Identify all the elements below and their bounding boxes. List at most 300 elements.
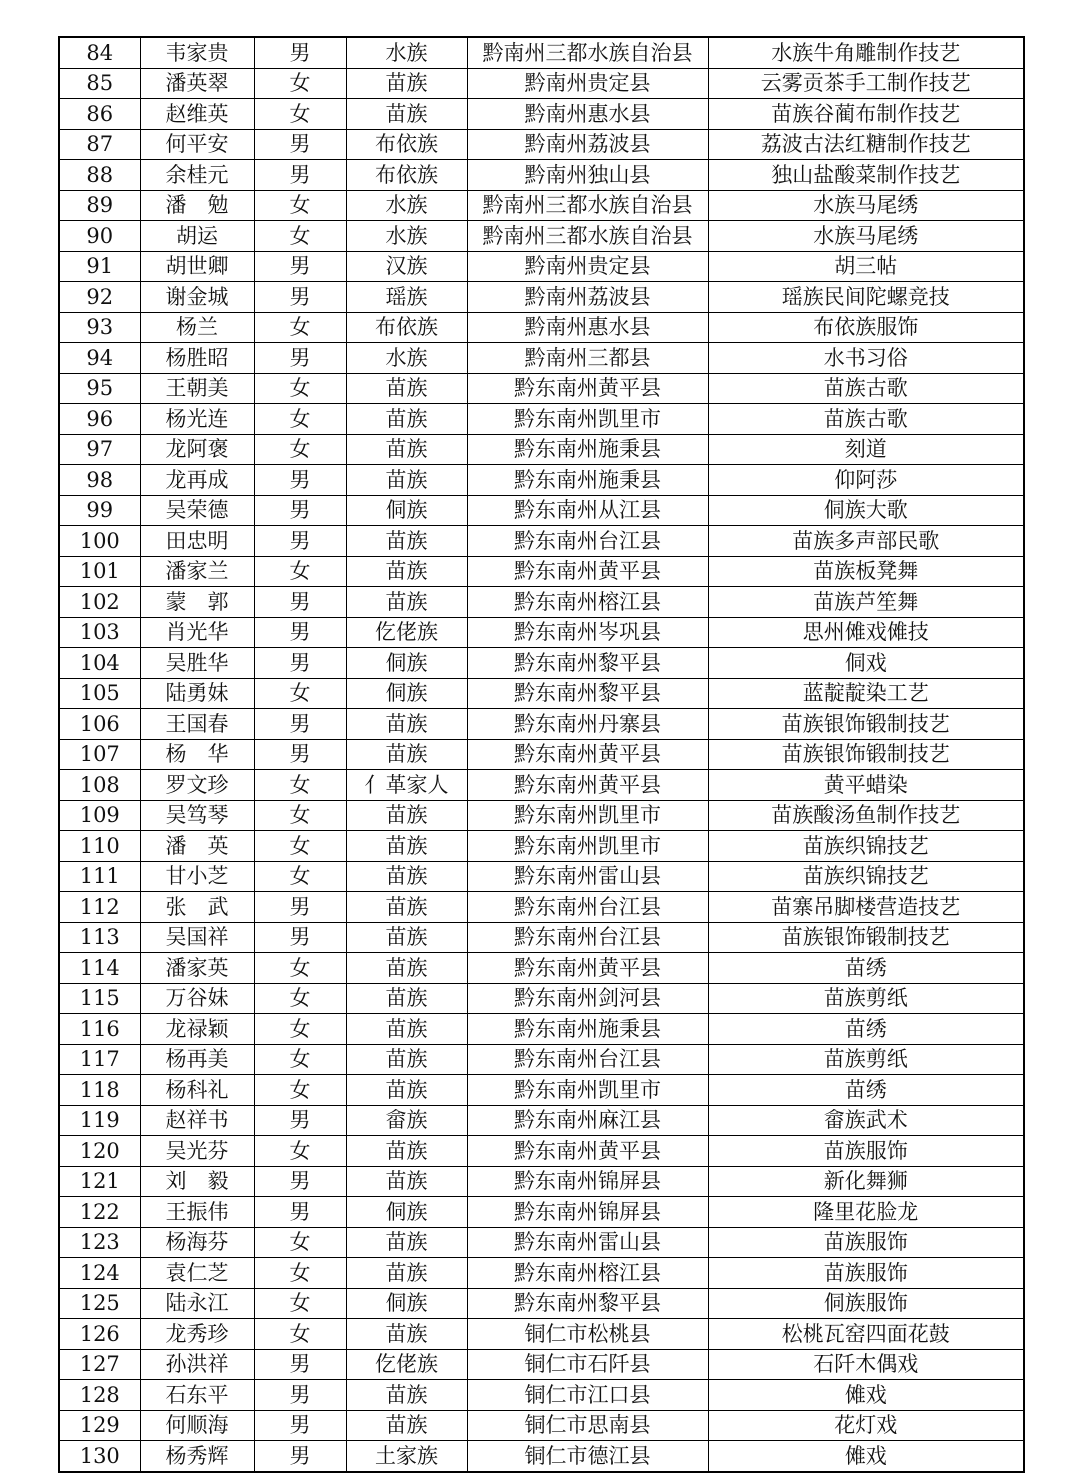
- row-number-cell: 111: [59, 861, 140, 892]
- gender-cell: 男: [254, 648, 346, 679]
- ethnicity-cell: 侗族: [346, 1197, 467, 1228]
- row-number-cell: 107: [59, 739, 140, 770]
- heritage-item-cell: 苗族剪纸: [708, 1044, 1024, 1075]
- name-cell: 潘 英: [140, 831, 254, 862]
- heritage-item-cell: 水族马尾绣: [708, 221, 1024, 252]
- row-number-cell: 115: [59, 983, 140, 1014]
- ethnicity-cell: 苗族: [346, 1380, 467, 1411]
- gender-cell: 男: [254, 617, 346, 648]
- name-cell: 刘 毅: [140, 1166, 254, 1197]
- name-cell: 吴国祥: [140, 922, 254, 953]
- table-row: [59, 1105, 1024, 1136]
- gender-cell: 女: [254, 831, 346, 862]
- table-row: [59, 343, 1024, 374]
- name-cell: 孙洪祥: [140, 1349, 254, 1380]
- ethnicity-cell: 苗族: [346, 922, 467, 953]
- region-cell: 黔东南州雷山县: [467, 1227, 708, 1258]
- region-cell: 黔东南州岑巩县: [467, 617, 708, 648]
- row-number-cell: 118: [59, 1075, 140, 1106]
- table-row: [59, 1288, 1024, 1319]
- heritage-item-cell: 苗族剪纸: [708, 983, 1024, 1014]
- ethnicity-cell: 侗族: [346, 648, 467, 679]
- gender-cell: 女: [254, 373, 346, 404]
- row-number-cell: 86: [59, 99, 140, 130]
- region-cell: 铜仁市石阡县: [467, 1349, 708, 1380]
- ethnicity-cell: 水族: [346, 221, 467, 252]
- gender-cell: 女: [254, 404, 346, 435]
- name-cell: 石东平: [140, 1380, 254, 1411]
- name-cell: 杨 华: [140, 739, 254, 770]
- region-cell: 黔东南州台江县: [467, 892, 708, 923]
- name-cell: 陆勇妹: [140, 678, 254, 709]
- region-cell: 黔东南州黄平县: [467, 953, 708, 984]
- heritage-item-cell: 水书习俗: [708, 343, 1024, 374]
- ethnicity-cell: 侗族: [346, 678, 467, 709]
- table-row: [59, 373, 1024, 404]
- ethnicity-cell: 苗族: [346, 1227, 467, 1258]
- row-number-cell: 88: [59, 160, 140, 191]
- row-number-cell: 127: [59, 1349, 140, 1380]
- table-row: [59, 922, 1024, 953]
- region-cell: 黔东南州台江县: [467, 1044, 708, 1075]
- heritage-item-cell: 胡三帖: [708, 251, 1024, 282]
- name-cell: 蒙 郭: [140, 587, 254, 618]
- ethnicity-cell: 仡佬族: [346, 617, 467, 648]
- heritage-item-cell: 水族牛角雕制作技艺: [708, 37, 1024, 68]
- region-cell: 铜仁市江口县: [467, 1380, 708, 1411]
- ethnicity-cell: 苗族: [346, 1319, 467, 1350]
- ethnicity-cell: 苗族: [346, 739, 467, 770]
- gender-cell: 女: [254, 800, 346, 831]
- gender-cell: 女: [254, 221, 346, 252]
- name-cell: 吴笃琴: [140, 800, 254, 831]
- region-cell: 黔东南州凯里市: [467, 800, 708, 831]
- name-cell: 韦家贵: [140, 37, 254, 68]
- heritage-item-cell: 隆里花脸龙: [708, 1197, 1024, 1228]
- row-number-cell: 130: [59, 1441, 140, 1472]
- name-cell: 吴光芬: [140, 1136, 254, 1167]
- gender-cell: 女: [254, 434, 346, 465]
- heritage-item-cell: 苗绣: [708, 1075, 1024, 1106]
- row-number-cell: 121: [59, 1166, 140, 1197]
- region-cell: 黔东南州凯里市: [467, 404, 708, 435]
- name-cell: 龙阿褒: [140, 434, 254, 465]
- table-row: [59, 800, 1024, 831]
- row-number-cell: 94: [59, 343, 140, 374]
- row-number-cell: 117: [59, 1044, 140, 1075]
- ethnicity-cell: 苗族: [346, 861, 467, 892]
- region-cell: 黔东南州施秉县: [467, 465, 708, 496]
- row-number-cell: 101: [59, 556, 140, 587]
- gender-cell: 女: [254, 770, 346, 801]
- gender-cell: 女: [254, 68, 346, 99]
- ethnicity-cell: 瑶族: [346, 282, 467, 313]
- heritage-item-cell: 侗族大歌: [708, 495, 1024, 526]
- name-cell: 潘家英: [140, 953, 254, 984]
- heritage-item-cell: 苗族芦笙舞: [708, 587, 1024, 618]
- ethnicity-cell: 苗族: [346, 1410, 467, 1441]
- ethnicity-cell: 苗族: [346, 1258, 467, 1289]
- gender-cell: 男: [254, 892, 346, 923]
- heritage-item-cell: 苗绣: [708, 953, 1024, 984]
- name-cell: 潘 勉: [140, 190, 254, 221]
- name-cell: 张 武: [140, 892, 254, 923]
- name-cell: 吴胜华: [140, 648, 254, 679]
- region-cell: 黔东南州黄平县: [467, 739, 708, 770]
- name-cell: 胡运: [140, 221, 254, 252]
- ethnicity-cell: 苗族: [346, 1075, 467, 1106]
- ethnicity-cell: 布依族: [346, 160, 467, 191]
- heritage-item-cell: 思州傩戏傩技: [708, 617, 1024, 648]
- row-number-cell: 126: [59, 1319, 140, 1350]
- table-row: [59, 831, 1024, 862]
- region-cell: 黔东南州锦屏县: [467, 1197, 708, 1228]
- ethnicity-cell: 苗族: [346, 1044, 467, 1075]
- region-cell: 黔东南州黄平县: [467, 556, 708, 587]
- ethnicity-cell: 苗族: [346, 1014, 467, 1045]
- ethnicity-cell: 侗族: [346, 495, 467, 526]
- heritage-item-cell: 苗族服饰: [708, 1136, 1024, 1167]
- heritage-item-cell: 石阡木偶戏: [708, 1349, 1024, 1380]
- gender-cell: 男: [254, 495, 346, 526]
- name-cell: 田忠明: [140, 526, 254, 557]
- gender-cell: 男: [254, 251, 346, 282]
- gender-cell: 女: [254, 1136, 346, 1167]
- ethnicity-cell: 布依族: [346, 312, 467, 343]
- heritage-item-cell: 苗族织锦技艺: [708, 831, 1024, 862]
- region-cell: 黔东南州麻江县: [467, 1105, 708, 1136]
- row-number-cell: 120: [59, 1136, 140, 1167]
- gender-cell: 女: [254, 190, 346, 221]
- region-cell: 黔东南州施秉县: [467, 434, 708, 465]
- gender-cell: 女: [254, 953, 346, 984]
- ethnicity-cell: 侗族: [346, 1288, 467, 1319]
- heritage-item-cell: 云雾贡茶手工制作技艺: [708, 68, 1024, 99]
- ethnicity-cell: 水族: [346, 190, 467, 221]
- region-cell: 黔东南州黎平县: [467, 1288, 708, 1319]
- gender-cell: 男: [254, 1197, 346, 1228]
- table-row: [59, 129, 1024, 160]
- heritage-item-cell: 水族马尾绣: [708, 190, 1024, 221]
- table-row: [59, 1166, 1024, 1197]
- name-cell: 甘小芝: [140, 861, 254, 892]
- ethnicity-cell: 苗族: [346, 99, 467, 130]
- heritage-item-cell: 苗族古歌: [708, 404, 1024, 435]
- row-number-cell: 116: [59, 1014, 140, 1045]
- table-row: [59, 282, 1024, 313]
- heritage-item-cell: 苗族银饰锻制技艺: [708, 922, 1024, 953]
- name-cell: 潘英翠: [140, 68, 254, 99]
- region-cell: 黔南州三都水族自治县: [467, 221, 708, 252]
- gender-cell: 男: [254, 709, 346, 740]
- table-row: [59, 434, 1024, 465]
- table-row: [59, 953, 1024, 984]
- table-row: [59, 678, 1024, 709]
- heritage-item-cell: 新化舞狮: [708, 1166, 1024, 1197]
- name-cell: 龙再成: [140, 465, 254, 496]
- name-cell: 王国春: [140, 709, 254, 740]
- row-number-cell: 100: [59, 526, 140, 557]
- name-cell: 肖光华: [140, 617, 254, 648]
- region-cell: 黔东南州黄平县: [467, 373, 708, 404]
- region-cell: 黔南州荔波县: [467, 282, 708, 313]
- table-row: [59, 495, 1024, 526]
- heritage-item-cell: 独山盐酸菜制作技艺: [708, 160, 1024, 191]
- table-row: [59, 1014, 1024, 1045]
- table-row: [59, 1410, 1024, 1441]
- gender-cell: 女: [254, 1288, 346, 1319]
- gender-cell: 男: [254, 739, 346, 770]
- table-row: [59, 983, 1024, 1014]
- row-number-cell: 95: [59, 373, 140, 404]
- gender-cell: 女: [254, 1319, 346, 1350]
- name-cell: 何顺海: [140, 1410, 254, 1441]
- name-cell: 陆永江: [140, 1288, 254, 1319]
- ethnicity-cell: 仡佬族: [346, 1349, 467, 1380]
- region-cell: 黔东南州黄平县: [467, 1136, 708, 1167]
- name-cell: 龙禄颖: [140, 1014, 254, 1045]
- table-row: [59, 526, 1024, 557]
- row-number-cell: 85: [59, 68, 140, 99]
- region-cell: 黔东南州黎平县: [467, 648, 708, 679]
- heritage-item-cell: 花灯戏: [708, 1410, 1024, 1441]
- ethnicity-cell: 水族: [346, 37, 467, 68]
- name-cell: 万谷妹: [140, 983, 254, 1014]
- region-cell: 黔东南州榕江县: [467, 1258, 708, 1289]
- heritage-item-cell: 侗戏: [708, 648, 1024, 679]
- heritage-item-cell: 刻道: [708, 434, 1024, 465]
- heritage-item-cell: 苗族银饰锻制技艺: [708, 739, 1024, 770]
- table-row: [59, 37, 1024, 68]
- ethnicity-cell: 土家族: [346, 1441, 467, 1472]
- gender-cell: 男: [254, 37, 346, 68]
- region-cell: 黔南州三都水族自治县: [467, 37, 708, 68]
- table-row: [59, 648, 1024, 679]
- row-number-cell: 93: [59, 312, 140, 343]
- name-cell: 吴荣德: [140, 495, 254, 526]
- ethnicity-cell: 汉族: [346, 251, 467, 282]
- table-row: [59, 1380, 1024, 1411]
- region-cell: 黔东南州凯里市: [467, 831, 708, 862]
- row-number-cell: 96: [59, 404, 140, 435]
- name-cell: 胡世卿: [140, 251, 254, 282]
- ethnicity-cell: 苗族: [346, 526, 467, 557]
- gender-cell: 女: [254, 556, 346, 587]
- region-cell: 黔东南州黎平县: [467, 678, 708, 709]
- row-number-cell: 106: [59, 709, 140, 740]
- gender-cell: 男: [254, 465, 346, 496]
- table-row: [59, 68, 1024, 99]
- name-cell: 余桂元: [140, 160, 254, 191]
- table-row: [59, 709, 1024, 740]
- table-row: [59, 587, 1024, 618]
- row-number-cell: 97: [59, 434, 140, 465]
- gender-cell: 女: [254, 312, 346, 343]
- row-number-cell: 90: [59, 221, 140, 252]
- ethnicity-cell: 苗族: [346, 800, 467, 831]
- gender-cell: 女: [254, 1227, 346, 1258]
- row-number-cell: 112: [59, 892, 140, 923]
- region-cell: 铜仁市松桃县: [467, 1319, 708, 1350]
- name-cell: 潘家兰: [140, 556, 254, 587]
- heritage-item-cell: 仰阿莎: [708, 465, 1024, 496]
- heritage-item-cell: 苗族古歌: [708, 373, 1024, 404]
- name-cell: 赵维英: [140, 99, 254, 130]
- heritage-item-cell: 苗绣: [708, 1014, 1024, 1045]
- table-row: [59, 1227, 1024, 1258]
- row-number-cell: 91: [59, 251, 140, 282]
- row-number-cell: 124: [59, 1258, 140, 1289]
- gender-cell: 男: [254, 1380, 346, 1411]
- gender-cell: 男: [254, 343, 346, 374]
- gender-cell: 男: [254, 526, 346, 557]
- row-number-cell: 113: [59, 922, 140, 953]
- heritage-item-cell: 苗族服饰: [708, 1227, 1024, 1258]
- name-cell: 杨胜昭: [140, 343, 254, 374]
- region-cell: 黔南州独山县: [467, 160, 708, 191]
- name-cell: 杨光连: [140, 404, 254, 435]
- gender-cell: 女: [254, 861, 346, 892]
- table-row: [59, 617, 1024, 648]
- heritage-item-cell: 苗族服饰: [708, 1258, 1024, 1289]
- heritage-item-cell: 苗族谷蔺布制作技艺: [708, 99, 1024, 130]
- heritage-item-cell: 侗族服饰: [708, 1288, 1024, 1319]
- row-number-cell: 105: [59, 678, 140, 709]
- row-number-cell: 89: [59, 190, 140, 221]
- gender-cell: 女: [254, 678, 346, 709]
- ethnicity-cell: 苗族: [346, 68, 467, 99]
- name-cell: 罗文珍: [140, 770, 254, 801]
- table-row: [59, 221, 1024, 252]
- region-cell: 铜仁市思南县: [467, 1410, 708, 1441]
- name-cell: 龙秀珍: [140, 1319, 254, 1350]
- heritage-item-cell: 苗族织锦技艺: [708, 861, 1024, 892]
- table-row: [59, 465, 1024, 496]
- ethnicity-cell: 苗族: [346, 892, 467, 923]
- name-cell: 杨秀辉: [140, 1441, 254, 1472]
- ethnicity-cell: 苗族: [346, 709, 467, 740]
- gender-cell: 女: [254, 1044, 346, 1075]
- region-cell: 黔东南州榕江县: [467, 587, 708, 618]
- name-cell: 赵祥书: [140, 1105, 254, 1136]
- table-row: [59, 1441, 1024, 1472]
- gender-cell: 女: [254, 1075, 346, 1106]
- inheritor-list-table: [58, 36, 1025, 1473]
- region-cell: 黔东南州台江县: [467, 526, 708, 557]
- row-number-cell: 108: [59, 770, 140, 801]
- table-row: [59, 739, 1024, 770]
- ethnicity-cell: 苗族: [346, 373, 467, 404]
- region-cell: 黔南州贵定县: [467, 68, 708, 99]
- table-row: [59, 160, 1024, 191]
- row-number-cell: 122: [59, 1197, 140, 1228]
- heritage-item-cell: 蓝靛靛染工艺: [708, 678, 1024, 709]
- heritage-item-cell: 畲族武术: [708, 1105, 1024, 1136]
- ethnicity-cell: 布依族: [346, 129, 467, 160]
- name-cell: 王朝美: [140, 373, 254, 404]
- region-cell: 黔东南州雷山县: [467, 861, 708, 892]
- ethnicity-cell: 亻革家人: [346, 770, 467, 801]
- heritage-item-cell: 苗族多声部民歌: [708, 526, 1024, 557]
- table-row: [59, 1319, 1024, 1350]
- row-number-cell: 119: [59, 1105, 140, 1136]
- gender-cell: 男: [254, 1349, 346, 1380]
- table-row: [59, 1075, 1024, 1106]
- region-cell: 铜仁市德江县: [467, 1441, 708, 1472]
- table-row: [59, 1258, 1024, 1289]
- row-number-cell: 125: [59, 1288, 140, 1319]
- ethnicity-cell: 苗族: [346, 1166, 467, 1197]
- region-cell: 黔东南州锦屏县: [467, 1166, 708, 1197]
- heritage-item-cell: 荔波古法红糖制作技艺: [708, 129, 1024, 160]
- row-number-cell: 110: [59, 831, 140, 862]
- gender-cell: 男: [254, 129, 346, 160]
- region-cell: 黔南州荔波县: [467, 129, 708, 160]
- region-cell: 黔东南州凯里市: [467, 1075, 708, 1106]
- gender-cell: 女: [254, 983, 346, 1014]
- row-number-cell: 84: [59, 37, 140, 68]
- name-cell: 王振伟: [140, 1197, 254, 1228]
- ethnicity-cell: 苗族: [346, 434, 467, 465]
- gender-cell: 女: [254, 1014, 346, 1045]
- heritage-item-cell: 松桃瓦窑四面花鼓: [708, 1319, 1024, 1350]
- ethnicity-cell: 苗族: [346, 953, 467, 984]
- row-number-cell: 99: [59, 495, 140, 526]
- ethnicity-cell: 苗族: [346, 983, 467, 1014]
- heritage-item-cell: 苗族酸汤鱼制作技艺: [708, 800, 1024, 831]
- name-cell: 杨科礼: [140, 1075, 254, 1106]
- row-number-cell: 128: [59, 1380, 140, 1411]
- table-row: [59, 99, 1024, 130]
- row-number-cell: 114: [59, 953, 140, 984]
- table-row: [59, 1197, 1024, 1228]
- ethnicity-cell: 苗族: [346, 465, 467, 496]
- name-cell: 何平安: [140, 129, 254, 160]
- table-row: [59, 251, 1024, 282]
- gender-cell: 女: [254, 1258, 346, 1289]
- ethnicity-cell: 苗族: [346, 587, 467, 618]
- table-row: [59, 312, 1024, 343]
- heritage-item-cell: 苗寨吊脚楼营造技艺: [708, 892, 1024, 923]
- region-cell: 黔东南州剑河县: [467, 983, 708, 1014]
- gender-cell: 男: [254, 1441, 346, 1472]
- ethnicity-cell: 苗族: [346, 1136, 467, 1167]
- heritage-item-cell: 布依族服饰: [708, 312, 1024, 343]
- table-row: [59, 861, 1024, 892]
- table-body: [59, 37, 1024, 1472]
- name-cell: 杨兰: [140, 312, 254, 343]
- ethnicity-cell: 苗族: [346, 404, 467, 435]
- region-cell: 黔东南州从江县: [467, 495, 708, 526]
- gender-cell: 男: [254, 282, 346, 313]
- gender-cell: 男: [254, 1410, 346, 1441]
- region-cell: 黔东南州丹寨县: [467, 709, 708, 740]
- table-row: [59, 892, 1024, 923]
- ethnicity-cell: 畲族: [346, 1105, 467, 1136]
- region-cell: 黔东南州施秉县: [467, 1014, 708, 1045]
- region-cell: 黔东南州黄平县: [467, 770, 708, 801]
- gender-cell: 男: [254, 587, 346, 618]
- heritage-item-cell: 傩戏: [708, 1441, 1024, 1472]
- row-number-cell: 123: [59, 1227, 140, 1258]
- name-cell: 杨海芬: [140, 1227, 254, 1258]
- gender-cell: 女: [254, 99, 346, 130]
- heritage-item-cell: 苗族银饰锻制技艺: [708, 709, 1024, 740]
- gender-cell: 男: [254, 922, 346, 953]
- name-cell: 谢金城: [140, 282, 254, 313]
- row-number-cell: 98: [59, 465, 140, 496]
- region-cell: 黔南州三都县: [467, 343, 708, 374]
